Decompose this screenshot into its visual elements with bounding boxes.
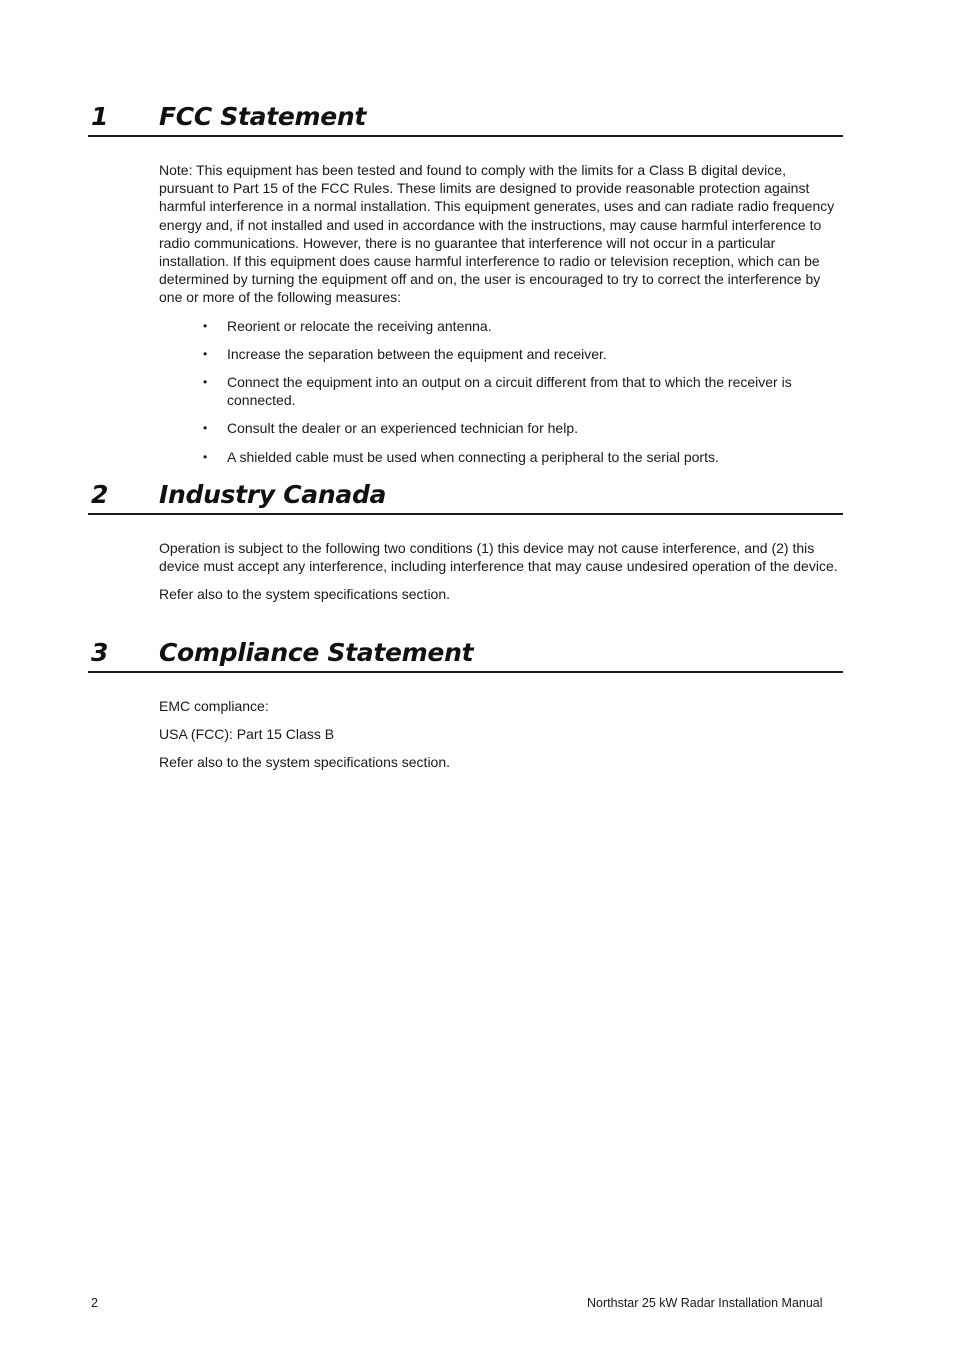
paragraph: Refer also to the system specifications section. — [159, 754, 451, 771]
section-body — [159, 161, 843, 466]
paragraph: USA (FCC): Part 15 Class B — [159, 726, 335, 743]
list-item-text: Increase the separation between the equipment and receiver. — [227, 345, 607, 362]
section-title: FCC Statement — [159, 102, 367, 131]
bullet-icon: • — [203, 318, 208, 333]
manual-title: Northstar 25 kW Radar Installation Manual — [587, 1296, 823, 1310]
list-item — [159, 419, 843, 437]
list-item — [159, 345, 843, 363]
list-item-text: Consult the dealer or an experienced technician for help. — [227, 420, 578, 437]
bullet-icon: • — [203, 346, 208, 361]
paragraph: Note: This equipment has been tested and found to comply with the limits for a Class B digital device, pursuant to Part 15 of the FCC Rules. These limits are designed to provide reasonable protection against harmful interference in a normal installation. This equipment generates, uses and can radiate radio frequency energy and, if not installed and used in accordance with the instructions, may cause harmful interference to radio communications. However, there is no guarantee that interference will not occur in a particular installation. If this equipment does cause harmful interference to radio or television reception, which can be determined by turning the equipment off and on, the user is encouraged to try to correct the interference by one or more of the following measures: — [159, 162, 835, 306]
list-item-text: A shielded cable must be used when connecting a peripheral to the serial ports. — [227, 448, 719, 465]
paragraph: EMC compliance: — [159, 698, 269, 714]
paragraph: Refer also to the system specifications section. — [159, 586, 451, 603]
paragraph: Operation is subject to the following two conditions (1) this device may not cause interference, and (2) this device must accept any interference, including interference that may cause undesired operation of the device. — [159, 540, 838, 575]
section-body — [159, 539, 843, 604]
section-number: 1 — [91, 102, 109, 131]
section-heading — [88, 479, 843, 515]
section-number: 3 — [91, 638, 109, 667]
section-number: 2 — [91, 480, 109, 509]
list-item-text: Reorient or relocate the receiving antenna. — [227, 317, 492, 334]
list-item — [159, 317, 843, 335]
bullet-icon: • — [203, 375, 208, 390]
section-title: Compliance Statement — [159, 638, 474, 667]
bullet-list — [159, 317, 843, 466]
section-fcc-statement — [88, 101, 843, 476]
bullet-icon: • — [203, 421, 208, 436]
section-body — [159, 697, 843, 772]
list-item — [159, 373, 843, 409]
section-industry-canada — [88, 479, 843, 614]
bullet-icon: • — [203, 449, 208, 464]
list-item-text: Connect the equipment into an output on a circuit different from that to which the receiver is connected. — [227, 374, 792, 409]
page-number: 2 — [91, 1296, 98, 1310]
section-heading — [88, 637, 843, 673]
section-compliance-statement — [88, 637, 843, 782]
list-item — [159, 448, 843, 466]
section-title: Industry Canada — [159, 480, 387, 509]
section-heading — [88, 101, 843, 137]
